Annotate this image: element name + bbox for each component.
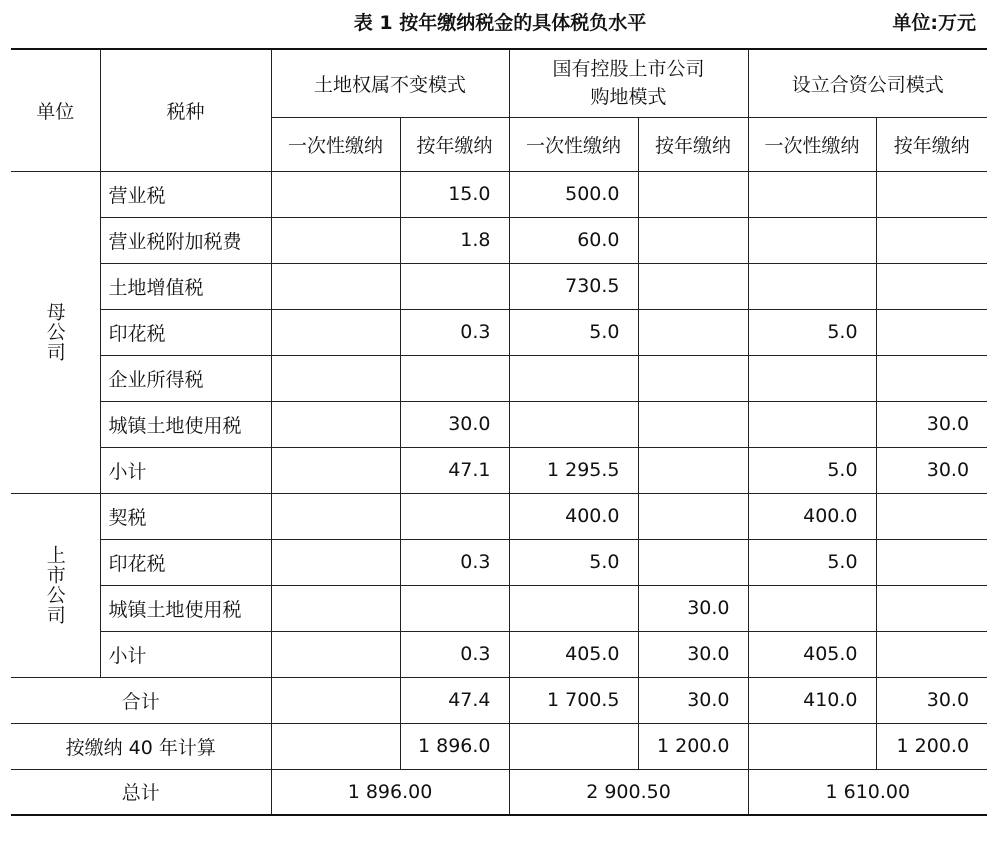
table-cell [638, 263, 748, 309]
tax-name: 营业税 [100, 171, 271, 217]
table-cell: 30.0 [400, 401, 509, 447]
tax-name: 印花税 [100, 539, 271, 585]
table-cell [271, 585, 400, 631]
table-cell [638, 401, 748, 447]
tax-table [11, 48, 987, 816]
table-cell [638, 171, 748, 217]
table-cell [271, 217, 400, 263]
table-cell [876, 263, 987, 309]
table-cell [876, 355, 987, 401]
group-label-text: 上市公司 [43, 545, 66, 625]
table-cell [748, 585, 876, 631]
tax-name: 城镇土地使用税 [100, 401, 271, 447]
table-row [11, 171, 987, 217]
table-cell [509, 585, 638, 631]
table-cell: 30.0 [638, 585, 748, 631]
table-cell [748, 401, 876, 447]
subheader-cell: 按年缴纳 [638, 117, 748, 171]
table-cell [748, 217, 876, 263]
tax-name: 小计 [100, 447, 271, 493]
table-cell [400, 263, 509, 309]
table-row [11, 217, 987, 263]
table-cell [271, 309, 400, 355]
table-cell: 5.0 [509, 539, 638, 585]
table-cell [748, 723, 876, 769]
table-cell [400, 355, 509, 401]
table-cell [876, 171, 987, 217]
table-cell: 1 700.5 [509, 677, 638, 723]
table-cell: 1.8 [400, 217, 509, 263]
table-cell: 1 295.5 [509, 447, 638, 493]
table-cell [509, 355, 638, 401]
tax-name: 契税 [100, 493, 271, 539]
table-caption: 表 1 按年缴纳税金的具体税负水平 [353, 12, 647, 34]
table-cell: 410.0 [748, 677, 876, 723]
table-cell: 30.0 [876, 677, 987, 723]
table-row [11, 447, 987, 493]
table-cell: 405.0 [748, 631, 876, 677]
table-cell: 47.4 [400, 677, 509, 723]
table-cell [876, 539, 987, 585]
forty-year-label: 按缴纳 40 年计算 [11, 723, 271, 769]
tax-name: 城镇土地使用税 [100, 585, 271, 631]
table-row [11, 401, 987, 447]
table-cell [271, 723, 400, 769]
table-cell [638, 355, 748, 401]
table-cell [271, 401, 400, 447]
table-cell [400, 585, 509, 631]
table-cell [271, 631, 400, 677]
grand-total-value: 1 896.00 [271, 769, 509, 815]
table-cell [271, 677, 400, 723]
table-cell: 5.0 [748, 447, 876, 493]
table-cell [638, 493, 748, 539]
tax-name: 小计 [100, 631, 271, 677]
table-title [0, 8, 1000, 38]
table-cell [876, 217, 987, 263]
table-cell [748, 263, 876, 309]
table-cell: 730.5 [509, 263, 638, 309]
table-cell: 5.0 [509, 309, 638, 355]
forty-year-row [11, 723, 987, 769]
header-mode-2: 国有控股上市公司 购地模式 [509, 49, 748, 117]
group-label-text: 母公司 [43, 302, 66, 362]
table-cell: 0.3 [400, 631, 509, 677]
unit-label: 单位:万元 [892, 12, 976, 34]
subheader-cell: 一次性缴纳 [509, 117, 638, 171]
table-cell [638, 539, 748, 585]
table-cell [748, 355, 876, 401]
subheader-cell: 按年缴纳 [876, 117, 987, 171]
header-unit: 单位 [11, 49, 100, 171]
subheader-cell: 一次性缴纳 [271, 117, 400, 171]
grand-total-label: 总计 [11, 769, 271, 815]
header-mode-3: 设立合资公司模式 [748, 49, 987, 117]
table-cell [271, 447, 400, 493]
subheader-cell: 一次性缴纳 [748, 117, 876, 171]
table-row [11, 493, 987, 539]
table-cell: 1 896.0 [400, 723, 509, 769]
table-cell: 0.3 [400, 539, 509, 585]
header-mode-1: 土地权属不变模式 [271, 49, 509, 117]
table-cell [638, 309, 748, 355]
group-label-parent [11, 171, 100, 493]
total-row [11, 677, 987, 723]
table-cell [271, 171, 400, 217]
table-cell [400, 493, 509, 539]
group-label-listed [11, 493, 100, 677]
table-cell: 60.0 [509, 217, 638, 263]
table-cell: 30.0 [876, 447, 987, 493]
table-cell [876, 631, 987, 677]
table-cell [638, 217, 748, 263]
grand-total-value: 1 610.00 [748, 769, 987, 815]
table-row [11, 309, 987, 355]
table-cell: 5.0 [748, 309, 876, 355]
table-cell [509, 723, 638, 769]
table-cell [876, 309, 987, 355]
table-cell: 1 200.0 [638, 723, 748, 769]
table-row [11, 539, 987, 585]
table-cell [271, 355, 400, 401]
header-tax-type: 税种 [100, 49, 271, 171]
table-cell [271, 263, 400, 309]
table-cell: 400.0 [509, 493, 638, 539]
table-cell: 1 200.0 [876, 723, 987, 769]
table-cell [638, 447, 748, 493]
tax-name: 土地增值税 [100, 263, 271, 309]
table-cell [876, 493, 987, 539]
tax-name: 企业所得税 [100, 355, 271, 401]
table-cell [271, 493, 400, 539]
table-cell: 30.0 [638, 677, 748, 723]
grand-total-value: 2 900.50 [509, 769, 748, 815]
total-label: 合计 [11, 677, 271, 723]
table-cell: 0.3 [400, 309, 509, 355]
table-cell: 405.0 [509, 631, 638, 677]
table-cell: 47.1 [400, 447, 509, 493]
tax-name: 营业税附加税费 [100, 217, 271, 263]
table-cell [748, 171, 876, 217]
table-cell: 400.0 [748, 493, 876, 539]
table-row [11, 585, 987, 631]
table-cell [271, 539, 400, 585]
table-row [11, 355, 987, 401]
tax-name: 印花税 [100, 309, 271, 355]
table-row [11, 263, 987, 309]
table-row [11, 631, 987, 677]
table-cell: 500.0 [509, 171, 638, 217]
table-cell [509, 401, 638, 447]
table-cell [876, 585, 987, 631]
table-cell: 5.0 [748, 539, 876, 585]
table-cell: 30.0 [638, 631, 748, 677]
table-cell: 15.0 [400, 171, 509, 217]
grand-total-row [11, 769, 987, 815]
table-cell: 30.0 [876, 401, 987, 447]
subheader-cell: 按年缴纳 [400, 117, 509, 171]
